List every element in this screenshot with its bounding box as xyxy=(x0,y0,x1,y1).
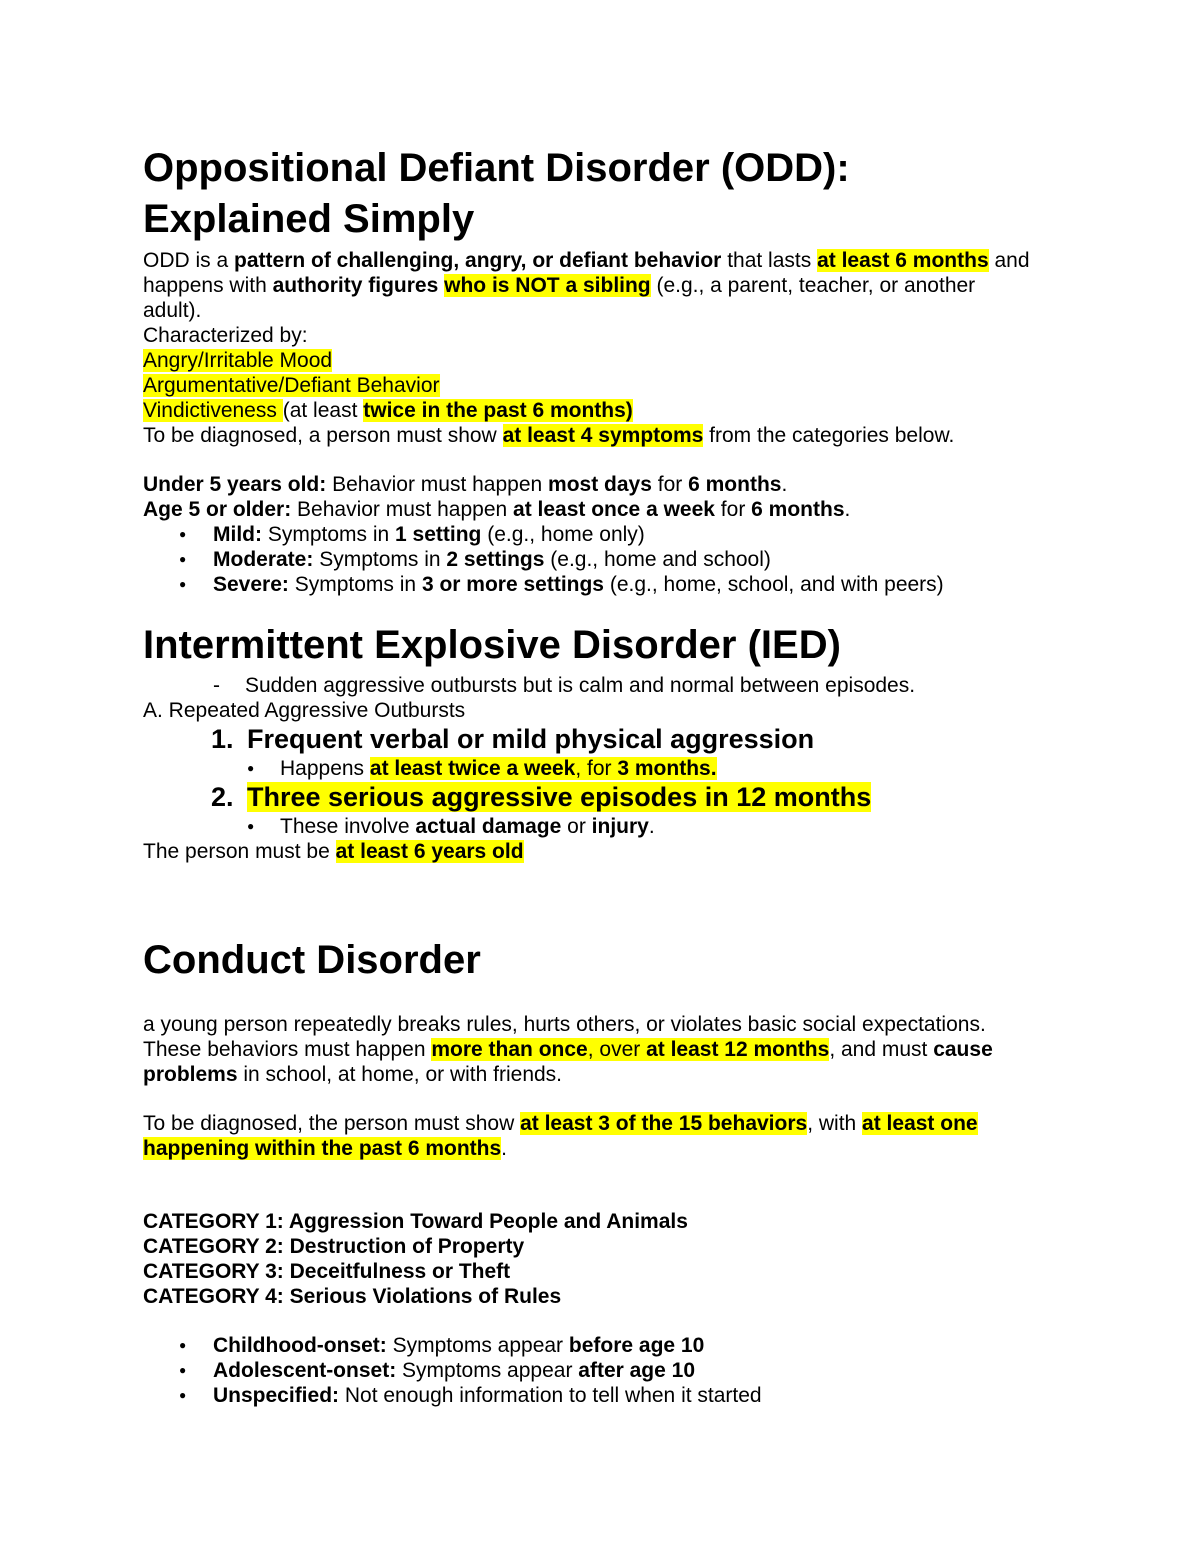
paragraph-line xyxy=(143,1234,1160,1259)
text-run: (e.g., a parent, teacher, or another xyxy=(650,274,976,297)
highlighted-text: Vindictiveness xyxy=(143,399,283,422)
text-run: These behaviors must happen xyxy=(143,1038,432,1061)
highlighted-text: twice in the past 6 months) xyxy=(363,399,633,422)
bullet-icon: ● xyxy=(247,819,255,833)
dash-item xyxy=(143,673,1160,698)
paragraph-line xyxy=(143,248,1160,273)
dash-bullet-icon: - xyxy=(213,674,220,697)
bullet-item xyxy=(143,522,1160,547)
paragraph-line xyxy=(143,1259,1160,1284)
text-run: Symptoms appear xyxy=(396,1359,579,1382)
bullet-item xyxy=(143,547,1160,572)
highlighted-text: who is NOT a sibling xyxy=(444,274,651,297)
text-run: Severe: xyxy=(213,573,289,596)
text-run: Mild: xyxy=(213,523,262,546)
text-run: Frequent verbal or mild physical aggression xyxy=(247,724,815,754)
text-run: for xyxy=(651,473,689,496)
text-run: or xyxy=(561,815,592,838)
text-run: , and must xyxy=(829,1038,934,1061)
highlighted-text: Three serious aggressive episodes in 12 months xyxy=(247,782,872,812)
bullet-icon: ● xyxy=(179,1388,187,1402)
text-run: in school, at home, or with friends. xyxy=(237,1063,563,1086)
text-run: most days xyxy=(548,473,652,496)
text-run: and xyxy=(988,249,1030,272)
text-run: . xyxy=(648,815,655,838)
highlighted-text: at least one xyxy=(862,1112,978,1135)
text-run: CATEGORY 1: Aggression Toward People and Animals xyxy=(143,1210,688,1233)
doc-title xyxy=(143,143,1160,245)
text-run: Symptoms in xyxy=(261,523,396,546)
bullet-item xyxy=(143,572,1160,597)
highlighted-text: at least 4 symptoms xyxy=(502,424,704,447)
list-number: 2. xyxy=(211,782,234,812)
highlighted-text: Argumentative/Defiant Behavior xyxy=(143,374,440,397)
text-run: Intermittent Explosive Disorder (IED) xyxy=(143,623,841,667)
text-run: 3 or more settings xyxy=(421,573,604,596)
bullet-icon: ● xyxy=(179,527,187,541)
text-run: Characterized by: xyxy=(143,324,308,347)
text-run: authority figures xyxy=(272,274,439,297)
text-run: before age 10 xyxy=(568,1334,705,1357)
highlighted-text: at least 12 months xyxy=(646,1038,830,1061)
paragraph-line xyxy=(143,1012,1160,1037)
blank-line xyxy=(143,1161,1160,1185)
text-run: (e.g., home, school, and with peers) xyxy=(604,573,944,596)
text-run: happens with xyxy=(143,274,273,297)
paragraph-line xyxy=(143,1284,1160,1309)
highlighted-text: at least 6 years old xyxy=(335,840,524,863)
bullet-item xyxy=(143,1358,1160,1383)
text-run: 6 months xyxy=(751,498,845,521)
bullet-icon: ● xyxy=(247,761,255,775)
text-run: after age 10 xyxy=(578,1359,696,1382)
text-run: (e.g., home only) xyxy=(481,523,645,546)
text-run: CATEGORY 4: Serious Violations of Rules xyxy=(143,1285,562,1308)
text-run: cause xyxy=(933,1038,993,1061)
text-run: for xyxy=(714,498,752,521)
text-run: 6 months xyxy=(688,473,782,496)
blank-line xyxy=(143,988,1160,1012)
paragraph-line xyxy=(143,398,1160,423)
text-run: Behavior must happen xyxy=(291,498,514,521)
text-run: Under 5 years old: xyxy=(143,473,327,496)
bullet-item xyxy=(143,814,1160,839)
text-run: Symptoms in xyxy=(313,548,447,571)
bullet-icon: ● xyxy=(179,1363,187,1377)
text-run: To be diagnosed, a person must show xyxy=(143,424,503,447)
highlighted-text: 3 months. xyxy=(617,757,717,780)
paragraph-line xyxy=(143,1209,1160,1234)
text-run: Symptoms in xyxy=(288,573,422,596)
highlighted-text: at least 6 months xyxy=(817,249,989,272)
highlighted-text: at least 3 of the 15 behaviors xyxy=(520,1112,808,1135)
text-run: . xyxy=(781,473,788,496)
blank-line xyxy=(143,1087,1160,1111)
paragraph-line xyxy=(143,1037,1160,1062)
text-run: 2 settings xyxy=(446,548,545,571)
bullet-icon: ● xyxy=(179,1338,187,1352)
text-run: Conduct Disorder xyxy=(143,938,481,982)
text-run: ODD is a xyxy=(143,249,235,272)
text-run: The person must be xyxy=(143,840,336,863)
paragraph-line xyxy=(143,273,1160,298)
paragraph-line xyxy=(143,423,1160,448)
text-run: Symptoms appear xyxy=(386,1334,569,1357)
bullet-item xyxy=(143,1333,1160,1358)
text-run: Behavior must happen xyxy=(326,473,549,496)
paragraph-line xyxy=(143,348,1160,373)
paragraph-line xyxy=(143,472,1160,497)
highlighted-text: , over xyxy=(587,1038,647,1061)
paragraph-line xyxy=(143,497,1160,522)
highlighted-text: more than once xyxy=(431,1038,588,1061)
text-run: To be diagnosed, the person must show xyxy=(143,1112,521,1135)
paragraph-line xyxy=(143,839,1160,864)
highlighted-text: , for xyxy=(575,757,618,780)
paragraph-line xyxy=(143,1136,1160,1161)
blank-line xyxy=(143,888,1160,912)
numbered-item xyxy=(143,781,1160,814)
blank-line xyxy=(143,1309,1160,1333)
highlighted-text: happening within the past 6 months xyxy=(143,1137,502,1160)
text-run: A. Repeated Aggressive Outbursts xyxy=(143,699,466,722)
text-run: CATEGORY 3: Deceitfulness or Theft xyxy=(143,1260,511,1283)
text-run: (e.g., home and school) xyxy=(544,548,771,571)
text-run: pattern of challenging, angry, or defiant behavior xyxy=(234,249,722,272)
text-run: that lasts xyxy=(721,249,818,272)
text-run: , with xyxy=(807,1112,863,1135)
text-run: . xyxy=(501,1137,508,1160)
text-run: (at least xyxy=(282,399,364,422)
list-number: 1. xyxy=(211,724,234,754)
paragraph-line xyxy=(143,323,1160,348)
paragraph-line xyxy=(143,1111,1160,1136)
text-run: Sudden aggressive outbursts but is calm and normal between episodes. xyxy=(245,674,916,697)
text-run: Happens xyxy=(280,757,370,780)
bullet-icon: ● xyxy=(179,577,187,591)
blank-line xyxy=(143,864,1160,888)
blank-line xyxy=(143,448,1160,472)
bullet-item xyxy=(143,1383,1160,1408)
text-run: CATEGORY 2: Destruction of Property xyxy=(143,1235,525,1258)
text-run: actual damage xyxy=(415,815,562,838)
text-run: Moderate: xyxy=(213,548,314,571)
text-run: problems xyxy=(143,1063,238,1086)
text-run: Explained Simply xyxy=(143,197,475,241)
section-heading xyxy=(143,623,1160,668)
paragraph-line xyxy=(143,1062,1160,1087)
paragraph-line xyxy=(143,373,1160,398)
highlighted-text: Angry/Irritable Mood xyxy=(143,349,333,372)
bullet-icon: ● xyxy=(179,552,187,566)
text-run: a young person repeatedly breaks rules, hurts others, or violates basic social expectations. xyxy=(143,1013,986,1036)
text-run: 1 setting xyxy=(395,523,482,546)
highlighted-text: at least twice a week xyxy=(369,757,576,780)
text-run: Age 5 or older: xyxy=(143,498,292,521)
section-heading xyxy=(143,938,1160,983)
text-run: adult). xyxy=(143,299,202,322)
bullet-item xyxy=(143,756,1160,781)
text-run: from the categories below. xyxy=(703,424,955,447)
paragraph-line xyxy=(143,698,1160,723)
text-run: Childhood-onset: xyxy=(213,1334,387,1357)
text-run: at least once a week xyxy=(513,498,715,521)
text-run: . xyxy=(844,498,851,521)
blank-line xyxy=(143,1185,1160,1209)
text-run: Unspecified: xyxy=(213,1384,340,1407)
text-run: These involve xyxy=(280,815,416,838)
text-run: Not enough information to tell when it started xyxy=(339,1384,762,1407)
text-run: Adolescent-onset: xyxy=(213,1359,397,1382)
paragraph-line xyxy=(143,298,1160,323)
text-run: Oppositional Defiant Disorder (ODD): xyxy=(143,146,850,190)
numbered-item xyxy=(143,723,1160,756)
document-content xyxy=(143,143,1160,1408)
text-run: injury xyxy=(591,815,649,838)
